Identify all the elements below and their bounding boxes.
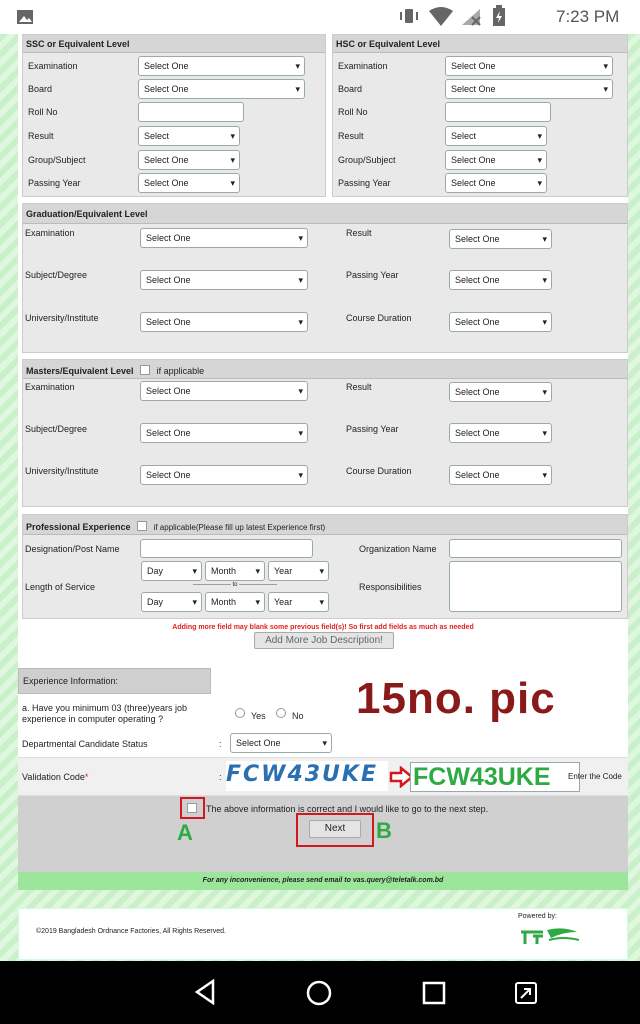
- hsc-examination-label: Examination: [338, 61, 388, 71]
- confirm-checkbox[interactable]: [187, 803, 197, 813]
- ssc-roll-input[interactable]: [138, 102, 244, 122]
- ssc-title: SSC or Equivalent Level: [23, 35, 325, 53]
- prof-applicable-checkbox[interactable]: [137, 521, 147, 531]
- masters-subject-label: Subject/Degree: [25, 424, 88, 434]
- masters-panel: [22, 359, 628, 507]
- prof-applicable-label: if applicable(Please fill up latest Experience first): [153, 523, 326, 532]
- ssc-group-label: Group/Subject: [28, 155, 86, 165]
- experience-yes-label: Yes: [251, 711, 266, 721]
- responsibilities-textarea[interactable]: [449, 561, 622, 612]
- departmental-status-select[interactable]: Select One ▾: [230, 733, 332, 753]
- professional-panel: [22, 514, 628, 619]
- ssc-result-label: Result: [28, 131, 54, 141]
- to-month-select[interactable]: Month ▾: [205, 592, 265, 612]
- hsc-panel: [332, 34, 628, 197]
- hsc-passing-year-select[interactable]: Select One ▾: [445, 173, 547, 193]
- hsc-group-select[interactable]: Select One ▾: [445, 150, 547, 170]
- masters-passing-year-select[interactable]: Select One ▾: [449, 423, 552, 443]
- hsc-roll-label: Roll No: [338, 107, 368, 117]
- departmental-colon: :: [219, 739, 222, 749]
- organization-input[interactable]: [449, 539, 622, 558]
- battery-charging-icon: [492, 5, 506, 27]
- ssc-result-select[interactable]: Select ▾: [138, 126, 240, 146]
- hsc-group-label: Group/Subject: [338, 155, 396, 165]
- departmental-status-label: Departmental Candidate Status: [22, 739, 148, 749]
- enter-code-hint: Enter the Code: [568, 772, 622, 781]
- confirm-text: The above information is correct and I would like to go to the next step.: [206, 804, 489, 814]
- masters-applicable-label: if applicable: [156, 366, 205, 376]
- grad-result-select[interactable]: Select One ▾: [449, 229, 552, 249]
- graduation-title: Graduation/Equivalent Level: [23, 204, 627, 224]
- status-time: 7:23 PM: [556, 7, 620, 26]
- ssc-panel: [22, 34, 326, 197]
- masters-result-select[interactable]: Select One ▾: [449, 382, 552, 402]
- from-day-select[interactable]: Day ▾: [141, 561, 202, 581]
- responsibilities-label: Responsibilities: [359, 582, 422, 592]
- grad-university-label: University/Institute: [25, 313, 99, 323]
- grad-result-label: Result: [346, 228, 372, 238]
- ssc-passing-year-select[interactable]: Select One ▾: [138, 173, 240, 193]
- masters-passing-year-label: Passing Year: [346, 424, 399, 434]
- experience-question: a. Have you minimum 03 (three)years job experience in computer operating ?: [22, 703, 188, 724]
- ssc-examination-label: Examination: [28, 61, 78, 71]
- grad-examination-label: Examination: [25, 228, 75, 238]
- powered-by-label: Powered by:: [518, 913, 557, 920]
- hsc-result-label: Result: [338, 131, 364, 141]
- grad-passing-year-select[interactable]: Select One ▾: [449, 270, 552, 290]
- masters-examination-label: Examination: [25, 382, 75, 392]
- masters-university-label: University/Institute: [25, 466, 99, 476]
- masters-duration-label: Course Duration: [346, 466, 412, 476]
- experience-info-header: Experience Information:: [18, 668, 211, 694]
- annotation-a-label: A: [177, 820, 193, 845]
- grad-duration-select[interactable]: Select One ▾: [449, 312, 552, 332]
- hsc-roll-input[interactable]: [445, 102, 551, 122]
- hsc-title: HSC or Equivalent Level: [333, 35, 627, 53]
- next-button[interactable]: Next: [309, 820, 361, 838]
- length-of-service-label: Length of Service: [25, 582, 96, 592]
- experience-no-label: No: [292, 711, 304, 721]
- wifi-icon: [428, 7, 454, 27]
- status-bar: [0, 0, 640, 34]
- recents-icon[interactable]: [422, 981, 446, 1005]
- grad-subject-label: Subject/Degree: [25, 270, 88, 280]
- grad-examination-select[interactable]: Select One ▾: [140, 228, 308, 248]
- ssc-roll-label: Roll No: [28, 107, 58, 117]
- validation-label: Validation Code*: [22, 772, 89, 782]
- hsc-board-label: Board: [338, 84, 363, 94]
- to-day-select[interactable]: Day ▾: [141, 592, 202, 612]
- experience-no-radio[interactable]: [276, 708, 286, 718]
- hsc-passing-year-label: Passing Year: [338, 178, 391, 188]
- masters-examination-select[interactable]: Select One ▾: [140, 381, 308, 401]
- copyright-text: ©2019 Bangladesh Ordnance Factories, All Rights Reserved.: [36, 928, 226, 935]
- prof-title: Professional Experience: [26, 522, 131, 532]
- organization-label: Organization Name: [359, 544, 437, 554]
- grad-passing-year-label: Passing Year: [346, 270, 399, 280]
- hsc-examination-select[interactable]: Select One ▾: [445, 56, 613, 76]
- captcha-image: FCW43UKE: [226, 761, 388, 791]
- no-signal-icon: [460, 7, 482, 27]
- ssc-board-select[interactable]: Select One ▾: [138, 79, 305, 99]
- hsc-board-select[interactable]: Select One ▾: [445, 79, 613, 99]
- typed-code-overlay: FCW43UKE: [413, 763, 551, 791]
- hsc-result-select[interactable]: Select ▾: [445, 126, 547, 146]
- home-icon[interactable]: [305, 979, 333, 1007]
- to-separator: ------------------- to -------------------: [192, 582, 278, 588]
- designation-label: Designation/Post Name: [25, 544, 120, 554]
- graduation-panel: [22, 203, 628, 353]
- ssc-group-select[interactable]: Select One ▾: [138, 150, 240, 170]
- navigation-bar: [0, 961, 640, 1024]
- prof-header: [23, 515, 627, 535]
- grad-subject-select[interactable]: Select One ▾: [140, 270, 308, 290]
- pic-annotation-label: 15no. pic: [356, 674, 556, 723]
- grad-university-select[interactable]: Select One ▾: [140, 312, 308, 332]
- ssc-board-label: Board: [28, 84, 53, 94]
- grad-duration-label: Course Duration: [346, 313, 412, 323]
- inconvenience-bar: For any inconvenience, please send email to vas.query@teletalk.com.bd: [18, 872, 628, 890]
- vibrate-icon: [398, 7, 420, 25]
- validation-colon: :: [219, 772, 222, 782]
- gallery-icon: [16, 9, 34, 25]
- masters-duration-select[interactable]: Select One ▾: [449, 465, 552, 485]
- to-year-select[interactable]: Year ▾: [268, 592, 329, 612]
- masters-applicable-checkbox[interactable]: [140, 365, 150, 375]
- masters-subject-select[interactable]: Select One ▾: [140, 423, 308, 443]
- designation-input[interactable]: [140, 539, 313, 558]
- back-icon[interactable]: [193, 979, 217, 1005]
- add-more-job-button[interactable]: Add More Job Description!: [254, 632, 394, 649]
- ssc-passing-year-label: Passing Year: [28, 178, 81, 188]
- teletalk-logo-icon: [517, 922, 583, 952]
- from-month-select[interactable]: Month ▾: [205, 561, 265, 581]
- experience-yes-radio[interactable]: [235, 708, 245, 718]
- masters-header: [23, 360, 627, 379]
- masters-result-label: Result: [346, 382, 372, 392]
- screenshot-icon[interactable]: [514, 981, 538, 1005]
- annotation-b-label: B: [376, 818, 392, 843]
- from-year-select[interactable]: Year ▾: [268, 561, 329, 581]
- masters-university-select[interactable]: Select One ▾: [140, 465, 308, 485]
- ssc-examination-select[interactable]: Select One ▾: [138, 56, 305, 76]
- add-field-warning: Adding more field may blank some previous field(s)! So first add fields as much as needed: [172, 624, 474, 631]
- masters-title: Masters/Equivalent Level: [26, 366, 134, 376]
